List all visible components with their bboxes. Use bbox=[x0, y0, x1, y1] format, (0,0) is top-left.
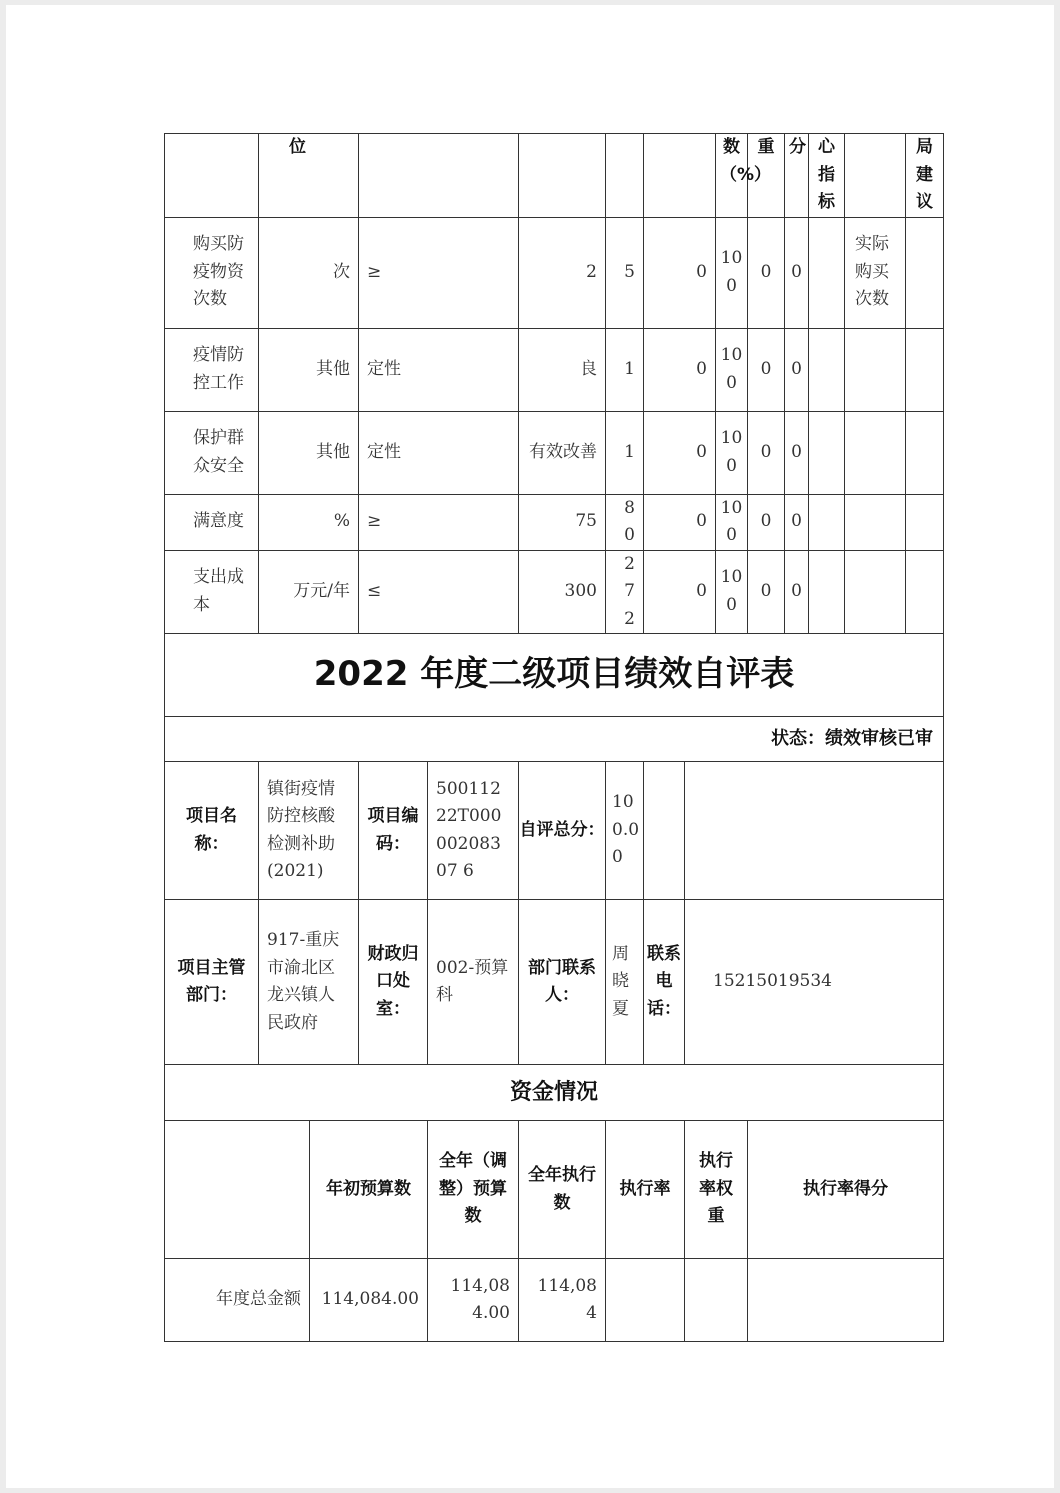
indicator-percent: 100 bbox=[716, 550, 748, 634]
indicator-remark: 实际购买次数 bbox=[845, 217, 906, 328]
finance-office-value: 002-预算科 bbox=[428, 900, 519, 1065]
indicator-row bbox=[165, 411, 944, 494]
indicator-score: 0 bbox=[785, 328, 809, 411]
funds-initial-value: 114,084.00 bbox=[310, 1259, 428, 1342]
funds-header-blank bbox=[165, 1121, 310, 1259]
funds-row-label: 年度总金额 bbox=[165, 1259, 310, 1342]
indicator-core bbox=[809, 494, 845, 550]
indicator-suggestion bbox=[906, 550, 944, 634]
funds-executed-value: 114,084 bbox=[519, 1259, 606, 1342]
header-cell-unit: 位 bbox=[259, 134, 359, 218]
indicator-core bbox=[809, 550, 845, 634]
indicator-score: 0 bbox=[785, 494, 809, 550]
funds-header-adjusted: 全年（调整）预算数 bbox=[428, 1121, 519, 1259]
indicator-target: 2 bbox=[519, 217, 606, 328]
indicator-remark bbox=[845, 411, 906, 494]
indicator-value: 0 bbox=[644, 411, 716, 494]
indicator-percent: 100 bbox=[716, 328, 748, 411]
department-label: 项目主管部门： bbox=[165, 900, 259, 1065]
funds-rate-value bbox=[606, 1259, 685, 1342]
indicator-name: 购买防疫物资次数 bbox=[165, 217, 259, 328]
funds-header-initial: 年初预算数 bbox=[310, 1121, 428, 1259]
indicator-name: 支出成本 bbox=[165, 550, 259, 634]
indicator-header-row bbox=[165, 134, 944, 218]
indicator-score: 0 bbox=[785, 550, 809, 634]
indicator-target: 有效改善 bbox=[519, 411, 606, 494]
indicator-weight: 0 bbox=[748, 550, 785, 634]
indicator-core bbox=[809, 411, 845, 494]
header-cell-0 bbox=[165, 134, 259, 218]
indicator-actual: 80 bbox=[606, 494, 644, 550]
indicator-unit: 次 bbox=[259, 217, 359, 328]
indicator-value: 0 bbox=[644, 550, 716, 634]
indicator-weight: 0 bbox=[748, 328, 785, 411]
header-cell-c9: 心指标 bbox=[809, 134, 845, 218]
indicator-weight: 0 bbox=[748, 494, 785, 550]
project-name-spacer bbox=[685, 762, 944, 900]
indicator-unit: 其他 bbox=[259, 328, 359, 411]
indicator-actual: 5 bbox=[606, 217, 644, 328]
indicator-target: 300 bbox=[519, 550, 606, 634]
department-value: 917-重庆市渝北区龙兴镇人民政府 bbox=[259, 900, 359, 1065]
indicator-remark bbox=[845, 328, 906, 411]
indicator-actual: 272 bbox=[606, 550, 644, 634]
indicator-remark bbox=[845, 494, 906, 550]
contact-person-value: 周晓夏 bbox=[606, 900, 644, 1065]
indicator-suggestion bbox=[906, 217, 944, 328]
contact-person-label: 部门联系人： bbox=[519, 900, 606, 1065]
finance-office-label: 财政归口处室： bbox=[359, 900, 428, 1065]
indicator-unit: % bbox=[259, 494, 359, 550]
project-code-label: 项目编码： bbox=[359, 762, 428, 900]
indicator-name: 满意度 bbox=[165, 494, 259, 550]
indicator-operator: ≥ bbox=[359, 494, 519, 550]
funds-header-executed: 全年执行数 bbox=[519, 1121, 606, 1259]
funds-header-weight: 执行率权重 bbox=[685, 1121, 748, 1259]
indicator-row bbox=[165, 550, 944, 634]
indicator-percent: 100 bbox=[716, 217, 748, 328]
indicator-percent: 100 bbox=[716, 411, 748, 494]
indicator-score: 0 bbox=[785, 217, 809, 328]
indicator-row bbox=[165, 217, 944, 328]
header-cell-c5 bbox=[644, 134, 716, 218]
self-score-label: 自评总分： bbox=[519, 762, 606, 900]
evaluation-table bbox=[164, 133, 944, 1342]
indicator-row bbox=[165, 494, 944, 550]
indicator-score: 0 bbox=[785, 411, 809, 494]
funds-weight-value bbox=[685, 1259, 748, 1342]
department-row bbox=[165, 900, 944, 1065]
header-cell-c11: 局建议 bbox=[906, 134, 944, 218]
header-cell-c6: 数（%） bbox=[716, 134, 748, 218]
indicator-suggestion bbox=[906, 494, 944, 550]
self-score-value: 100.00 bbox=[606, 762, 644, 900]
project-name-label: 项目名称： bbox=[165, 762, 259, 900]
indicator-operator: 定性 bbox=[359, 411, 519, 494]
phone-value: 15215019534 bbox=[685, 900, 944, 1065]
indicator-core bbox=[809, 328, 845, 411]
project-name-row bbox=[165, 762, 944, 900]
funds-section-title: 资金情况 bbox=[165, 1065, 944, 1121]
indicator-target: 75 bbox=[519, 494, 606, 550]
header-cell-actual bbox=[606, 134, 644, 218]
indicator-weight: 0 bbox=[748, 217, 785, 328]
header-cell-target bbox=[519, 134, 606, 218]
indicator-actual: 1 bbox=[606, 411, 644, 494]
indicator-weight: 0 bbox=[748, 411, 785, 494]
indicator-name: 疫情防控工作 bbox=[165, 328, 259, 411]
funds-header-score: 执行率得分 bbox=[748, 1121, 944, 1259]
indicator-unit: 其他 bbox=[259, 411, 359, 494]
funds-title-row bbox=[165, 1065, 944, 1121]
header-cell-c10 bbox=[845, 134, 906, 218]
indicator-row bbox=[165, 328, 944, 411]
status-text: 状态：绩效审核已审 bbox=[165, 717, 944, 762]
indicator-unit: 万元/年 bbox=[259, 550, 359, 634]
funds-score-value bbox=[748, 1259, 944, 1342]
indicator-value: 0 bbox=[644, 328, 716, 411]
indicator-remark bbox=[845, 550, 906, 634]
indicator-core bbox=[809, 217, 845, 328]
title-row bbox=[165, 634, 944, 717]
indicator-operator: ≥ bbox=[359, 217, 519, 328]
status-row bbox=[165, 717, 944, 762]
funds-header-row bbox=[165, 1121, 944, 1259]
funds-row bbox=[165, 1259, 944, 1342]
indicator-value: 0 bbox=[644, 494, 716, 550]
indicator-suggestion bbox=[906, 411, 944, 494]
funds-adjusted-value: 114,084.00 bbox=[428, 1259, 519, 1342]
header-cell-c8: 分 bbox=[785, 134, 809, 218]
page-title: 2022 年度二级项目绩效自评表 bbox=[165, 634, 944, 717]
indicator-operator: ≤ bbox=[359, 550, 519, 634]
project-code-value: 50011222T00000208307 6 bbox=[428, 762, 519, 900]
header-cell-op bbox=[359, 134, 519, 218]
funds-header-rate: 执行率 bbox=[606, 1121, 685, 1259]
indicator-target: 良 bbox=[519, 328, 606, 411]
indicator-percent: 100 bbox=[716, 494, 748, 550]
header-cell-c7: 重 bbox=[748, 134, 785, 218]
indicator-actual: 1 bbox=[606, 328, 644, 411]
indicator-suggestion bbox=[906, 328, 944, 411]
indicator-operator: 定性 bbox=[359, 328, 519, 411]
indicator-name: 保护群众安全 bbox=[165, 411, 259, 494]
project-name-value: 镇街疫情防控核酸检测补助(2021) bbox=[259, 762, 359, 900]
indicator-value: 0 bbox=[644, 217, 716, 328]
phone-label: 联系电话： bbox=[644, 900, 685, 1065]
self-score-blank bbox=[644, 762, 685, 900]
